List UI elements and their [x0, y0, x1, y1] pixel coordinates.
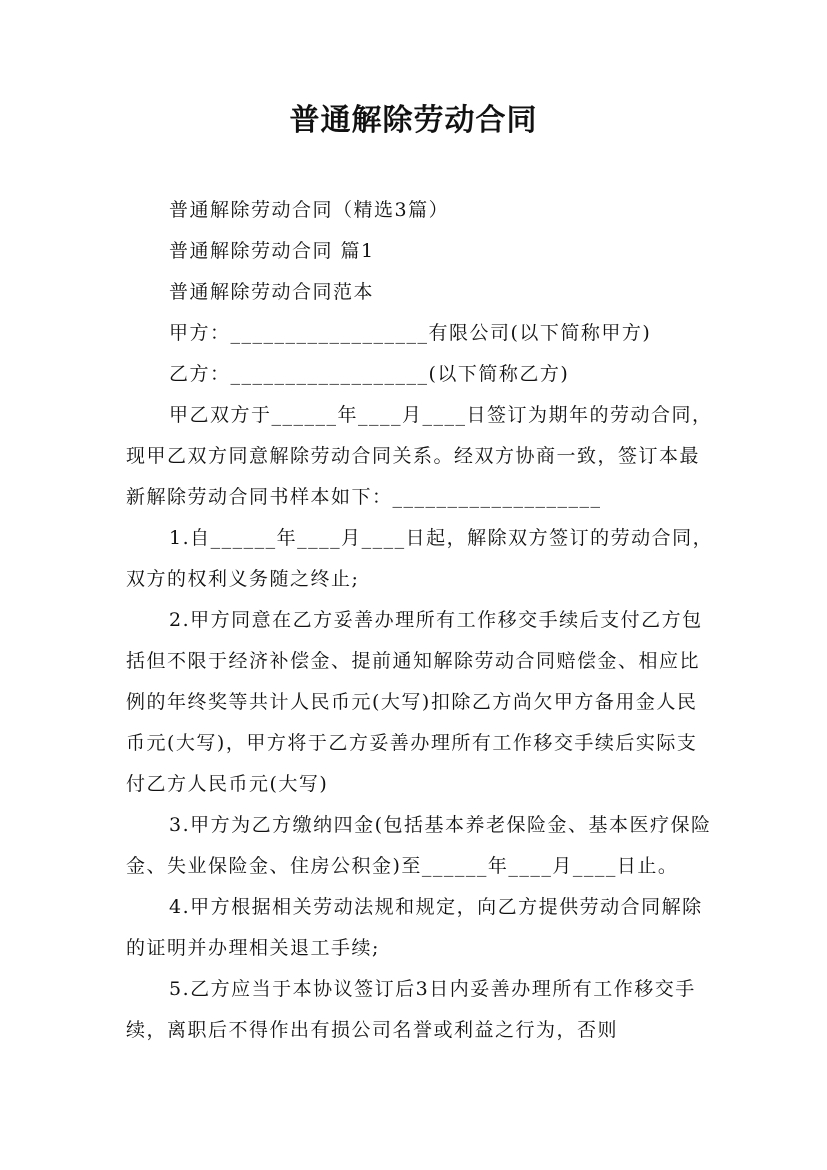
document-body [126, 190, 716, 1051]
paragraph-heading: 普通解除劳动合同（精选3篇） [169, 199, 450, 221]
paragraph-party-a: 甲方：__________________有限公司(以下简称甲方) [169, 322, 652, 344]
paragraph-clause-3: 3.甲方为乙方缴纳四金(包括基本养老保险金、基本医疗保险金、失业保险金、住房公积金)至______年____月____日止。 [126, 814, 712, 877]
paragraph-clause-2: 2.甲方同意在乙方妥善办理所有工作移交手续后支付乙方包括但不限于经济补偿金、提前通知解除劳动合同赔偿金、相应比例的年终奖等共计人民币元(大写)扣除乙方尚欠甲方备用金人民币元(大写)，甲方将于乙方妥善办理所有工作移交手续后实际支付乙方人民币元(大写) [126, 609, 703, 795]
paragraph-clause-4: 4.甲方根据相关劳动法规和规定，向乙方提供劳动合同解除的证明并办理相关退工手续; [126, 896, 703, 959]
paragraph-section-title: 普通解除劳动合同 篇1 [169, 240, 375, 262]
paragraph-party-b: 乙方：__________________(以下简称乙方) [169, 363, 570, 385]
paragraph-clause-1: 1.自______年____月____日起，解除双方签订的劳动合同，双方的权利义务随之终止; [126, 527, 714, 590]
paragraph-template-title: 普通解除劳动合同范本 [169, 281, 375, 303]
document-title: 普通解除劳动合同 [289, 103, 538, 138]
paragraph-clause-5: 5.乙方应当于本协议签订后3日内妥善办理所有工作移交手续，离职后不得作出有损公司名誉或利益之行为，否则 [126, 978, 696, 1041]
paragraph-preamble: 甲乙双方于______年____月____日签订为期年的劳动合同，现甲乙双方同意解除劳动合同关系。经双方协商一致，签订本最新解除劳动合同书样本如下：___________________ [126, 404, 713, 508]
